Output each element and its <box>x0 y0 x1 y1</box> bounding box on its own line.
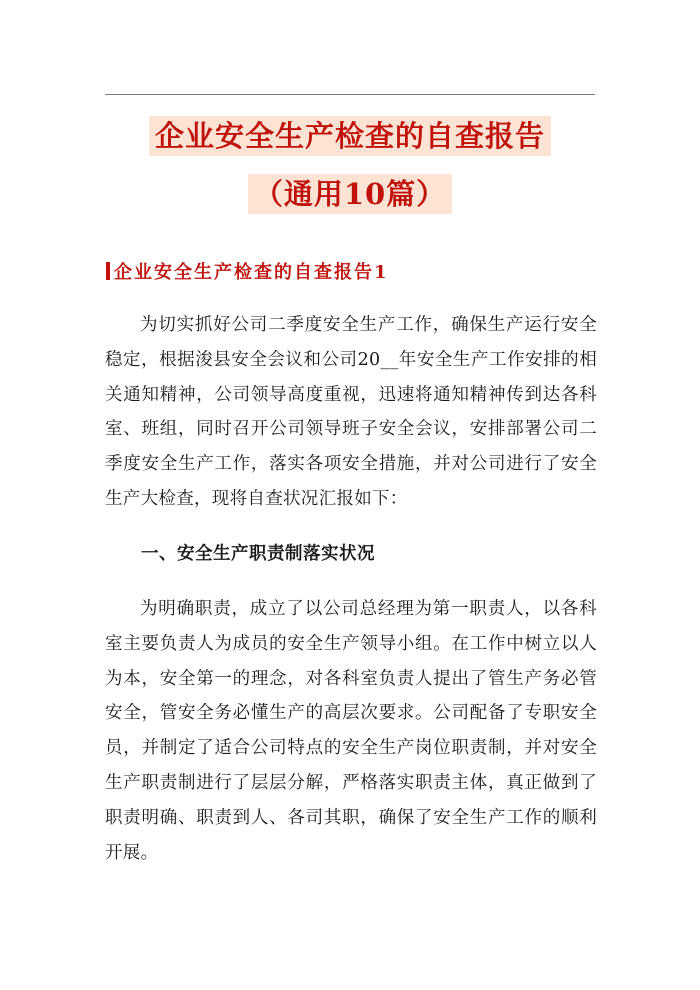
heading-marker-bar <box>106 262 110 280</box>
paragraph-intro: 为切实抓好公司二季度安全生产工作，确保生产运行安全稳定，根据浚县安全会议和公司20__年安全生产工作安排的相关通知精神，公司领导高度重视，迅速将通知精神传到达各科室、班组，同时召开公司领导班子安全会议，安排部署公司二季度安全生产工作，落实各项安全措施，并对公司进行了安全生产大检查，现将自查状况汇报如下： <box>105 315 597 509</box>
document-subtitle: （通用10篇） <box>248 174 452 214</box>
header-divider <box>105 94 595 95</box>
subheading-responsibility: 一、安全生产职责制落实状况 <box>141 544 375 564</box>
document-title: 企业安全生产检查的自查报告 <box>149 116 551 156</box>
paragraph-responsibility: 为明确职责，成立了以公司总经理为第一职责人，以各科室主要负责人为成员的安全生产领导小组。在工作中树立以人为本，安全第一的理念，对各科室负责人提出了管生产务必管安全，管安全务必懂生产的高层次要求。公司配备了专职安全员，并制定了适合公司特点的安全生产岗位职责制，并对安全生产职责制进行了层层分解，严格落实职责主体，真正做到了职责明确、职责到人、各司其职，确保了安全生产工作的顺利开展。 <box>105 599 597 863</box>
section-heading-text: 企业安全生产检查的自查报告1 <box>114 262 389 283</box>
document-title-block <box>0 116 700 214</box>
section-heading <box>106 261 389 285</box>
